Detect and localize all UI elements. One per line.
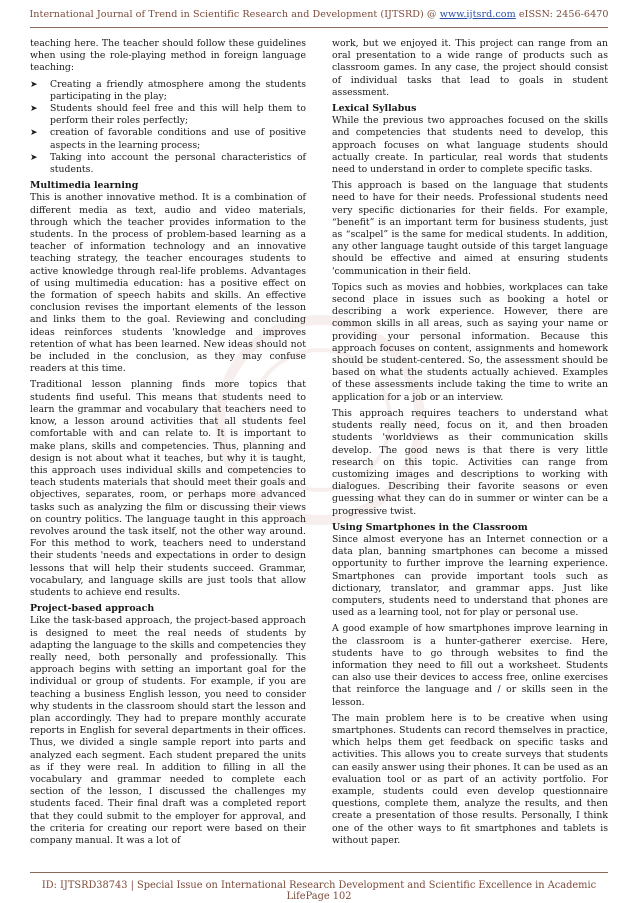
- paragraph: The main problem here is to be creative when using smartphones. Students can record themselves in practice, which helps them get feedback on specific tasks and activities. This allows you to create surveys that students can easily answer using their phones. It can be used as an evaluation tool or as part of an activity portfolio. For example, students could even develop questionnaire questions, complete them, analyze the results, and then create a presentation of those results. Personally, I think one of the other ways to fit smartphones and tablets is without paper.: [332, 712, 608, 846]
- paragraph: Like the task-based approach, the project-based approach is designed to meet the real needs of students by adapting the language to the skills and competencies they really need, both personally and professionally. This approach begins with setting an important goal for the individual or group of students. For example, if you are teaching a business English lesson, you need to consider why students in the classroom should start the lesson and plan accordingly. They had to prepare monthly accurate reports in English for several departments in their offices. Thus, we divided a single sample report into parts and analyzed each segment. Each student prepared the units as if they were real. In addition to filling in all the vocabulary and grammar needed to complete each section of the lesson, I discussed the challenges my students faced. Their final draft was a completed report that they could submit to the employer for approval, and the criteria for creating our report were based on their company manual. It was a lot of: [30, 615, 306, 846]
- arrow-bullet-icon: ➤: [30, 128, 38, 139]
- section-heading-project: Project-based approach: [30, 603, 155, 615]
- list-item: ➤ Students should feel free and this will help them to perform their roles perfectly;: [30, 103, 306, 127]
- left-column: [30, 38, 306, 851]
- paragraph: Topics such as movies and hobbies, workplaces can take second place in issues such as booking a hotel or describing a work experience. However, there are common skills in all areas, such as saying your name or providing your personal information. Because this approach focuses on content, assignments and homework should be student-centered. So, the assessment should be based on what the students actually achieved. Examples of these assessments include taking the time to write an application for a job or an interview.: [332, 281, 608, 403]
- header-issn: eISSN: 2456-6470: [515, 9, 609, 20]
- footer-divider: [30, 872, 608, 873]
- paragraph: This approach is based on the language that students need to have for their needs. Professional students need very specific dictionaries for their fields. For example, “benefit” is an important term for business students, just as “scalpel” is the same for medical students. In addition, any other language taught outside of this target language should be effective and aimed at ensuring students 'communication in their field.: [332, 180, 608, 277]
- guideline-list: [30, 79, 306, 177]
- arrow-bullet-icon: ➤: [30, 79, 38, 90]
- running-header: [0, 9, 638, 20]
- paragraph: This is another innovative method. It is a combination of different media as text, audio and video materials, through which the teacher provides information to the students. In the process of problem-based learning as a teacher of information technology and an innovative teaching strategy, the teacher encourages students to active knowledge through real-life problems. Advantages of using multimedia education: has a positive effect on the formation of speech habits and skills. An effective conclusion revises the important elements of the lesson and links them to the goal. Reviewing and concluding ideas reinforces students 'knowledge and improves retention of what has been learned. New ideas should not be included in the conclusion, as they may confuse readers at this time.: [30, 192, 306, 375]
- section-heading-smartphones: Using Smartphones in the Classroom: [332, 521, 528, 533]
- header-url-link[interactable]: www.ijtsrd.com: [439, 9, 516, 20]
- paragraph: Since almost everyone has an Internet connection or a data plan, banning smartphones can become a missed opportunity to further improve the learning experience. Smartphones can provide important tools such as dictionary, translator, and grammar apps. Just like computers, students need to understand that phones are used as a learning tool, not for play or personal use.: [332, 533, 608, 619]
- paragraph: While the previous two approaches focused on the skills and competencies that students need to develop, this approach focuses on what language students should actually create. In particular, real words that students need to understand in order to complete specific tasks.: [332, 115, 608, 176]
- section-heading-multimedia: Multimedia learning: [30, 180, 139, 192]
- list-item: ➤ Creating a friendly atmosphere among the students participating in the play;: [30, 78, 306, 102]
- arrow-bullet-icon: ➤: [30, 152, 38, 163]
- section-heading-lexical: Lexical Syllabus: [332, 103, 417, 115]
- paragraph: This approach requires teachers to understand what students really need, focus on it, and then broaden students 'worldviews as their communication skills develop. The good news is that there is very little research on this topic. Activities can range from customizing images and descriptions to working with dialogues. Describing their favorite seasons or even guessing what they can do in summer or winter can be a progressive twist.: [332, 407, 608, 517]
- paragraph: Traditional lesson planning finds more topics that students find useful. This means that students need to learn the grammar and vocabulary that teachers need to know, a lesson around activities that all students feel comfortable with and can relate to. It is important to make plans, skills and competencies. Thus, planning and design is not about what it teaches, but why it is taught, this approach uses individual skills and competencies to teach students materials that should meet their goals and objectives, separates, room, or perhaps more advanced tasks such as analyzing the film or discussing their views on country politics. The language taught in this approach revolves around the task itself, not the other way around. For this method to work, teachers need to understand their students 'needs and expectations in order to design lessons that will help their students succeed. Grammar, vocabulary, and language skills are just tools that allow students to achieve end results.: [30, 379, 306, 598]
- list-item: ➤ Taking into account the personal characteristics of students.: [30, 151, 306, 176]
- list-item: ➤ creation of favorable conditions and use of positive aspects in the learning process;: [30, 127, 306, 151]
- paragraph: work, but we enjoyed it. This project can range from an oral presentation to a wide range of products such as classroom games. In any case, the project should consist of individual tasks that lead to goals in student assessment.: [332, 38, 608, 98]
- header-divider: [30, 27, 608, 28]
- arrow-bullet-icon: ➤: [30, 104, 38, 115]
- right-column: [332, 38, 608, 851]
- paragraph: teaching here. The teacher should follow these guidelines when using the role-playing method in foreign language teaching:: [30, 38, 306, 74]
- paragraph: A good example of how smartphones improve learning in the classroom is a hunter-gatherer exercise. Here, students have to go through websites to find the information they need to fill out a worksheet. Students can also use their devices to access free, online exercises that reinforce the language and / or skills seen in the lesson.: [332, 623, 608, 708]
- running-footer: ID: IJTSRD38743 | Special Issue on International Research Development and Scientific Excellence in Academic LifePage 102: [41, 880, 597, 902]
- header-journal-title: International Journal of Trend in Scientific Research and Development (IJTSRD) @: [29, 9, 440, 20]
